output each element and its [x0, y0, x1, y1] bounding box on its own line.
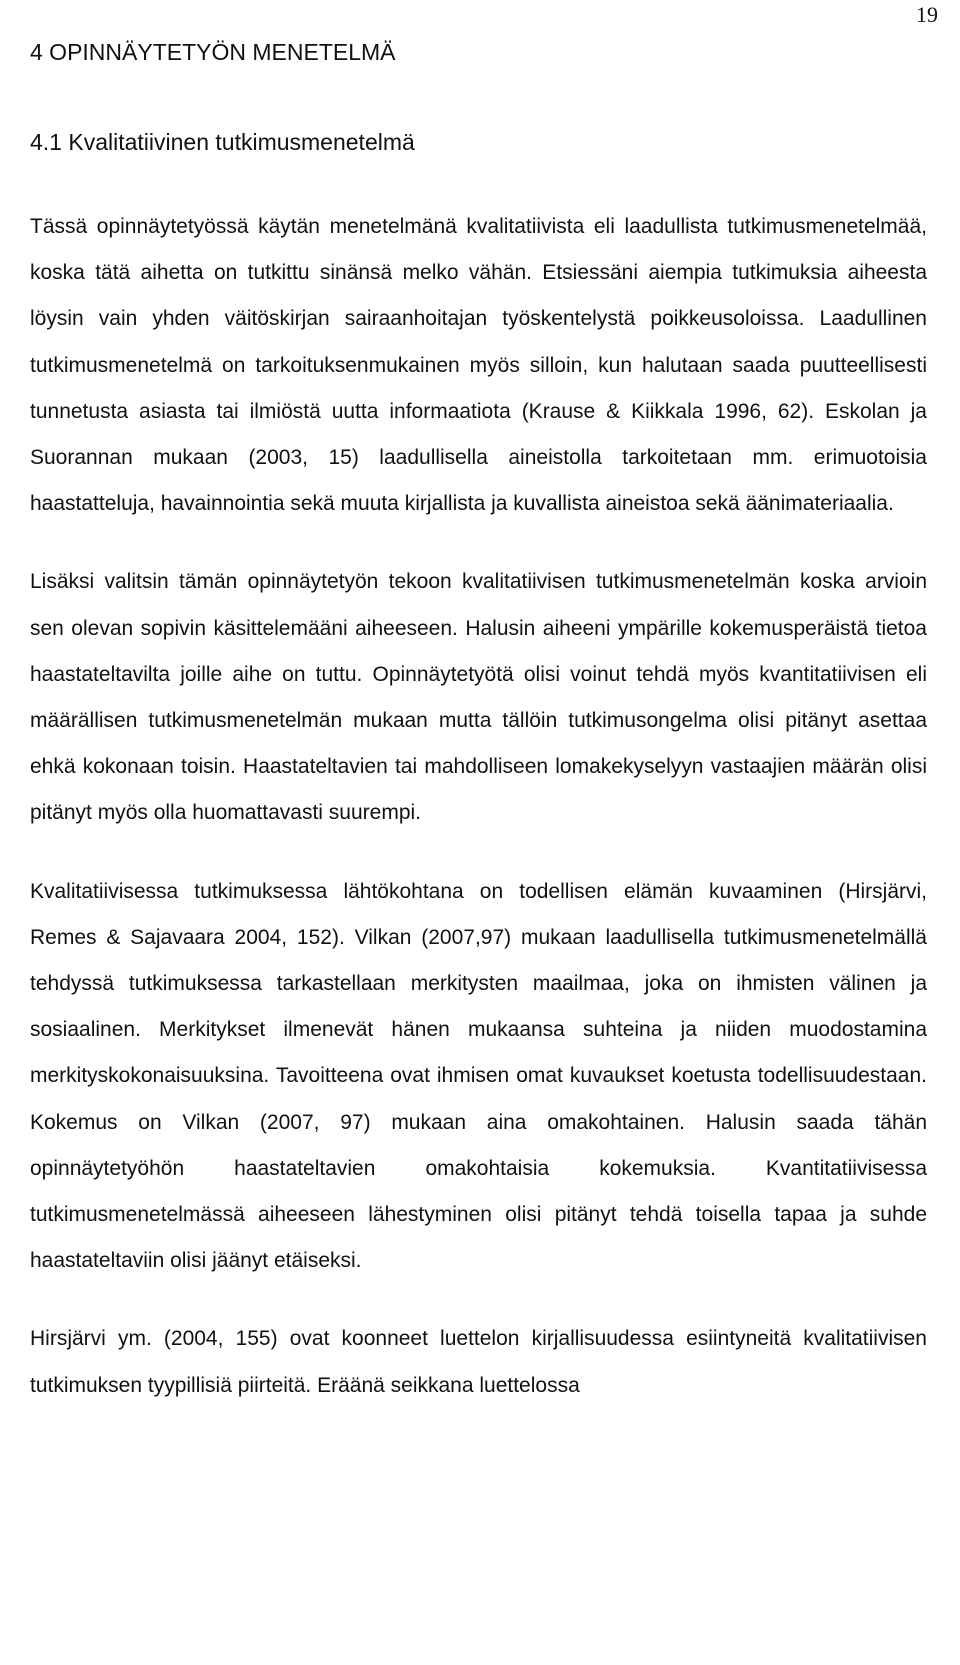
page-number: 19 — [916, 2, 938, 27]
paragraph: Kvalitatiivisessa tutkimuksessa lähtökohtana on todellisen elämän kuvaaminen (Hirsjärvi, Remes & Sajavaara 2004, 152). Vilkan (2007,97) mukaan laadullisella tutkimusmenetelmällä tehdyssä tutkimuksessa tarkastellaan merkitysten maailmaa, joka on ihmisten välinen ja sosiaalinen. Merkitykset ilmenevät hänen mukaansa suhteina ja niiden muodostamina merkityskokonaisuuksina. Tavoitteena ovat ihmisen omat kuvaukset koetusta todellisuudestaan. Kokemus on Vilkan (2007, 97) mukaan aina omakohtainen. Halusin saada tähän opinnäytetyöhön haastateltavien omakohtaisia kokemuksia. Kvantitatiivisessa tutkimusmenetelmässä aiheeseen lähestyminen olisi pitänyt tehdä toisella tapaa ja suhde haastateltaviin olisi jäänyt etäiseksi. — [30, 879, 927, 1273]
chapter-heading: 4 OPINNÄYTETYÖN MENETELMÄ — [30, 39, 396, 65]
paragraph: Hirsjärvi ym. (2004, 155) ovat koonneet luettelon kirjallisuudessa esiintyneitä kvalitatiivisen tutkimuksen tyypillisiä piirteitä. Eräänä seikkana luettelossa — [30, 1327, 927, 1397]
section-heading: 4.1 Kvalitatiivinen tutkimusmenetelmä — [30, 129, 415, 155]
paragraph: Tässä opinnäytetyössä käytän menetelmänä kvalitatiivista eli laadullista tutkimusmenetelmää, koska tätä aihetta on tutkittu sinänsä melko vähän. Etsiessäni aiempia tutkimuksia aiheesta löysin vain yhden väitöskirjan sairaanhoitajan työskentelystä poikkeusoloissa. Laadullinen tutkimusmenetelmä on tarkoituksenmukainen myös silloin, kun halutaan saada puutteellisesti tunnetusta asiasta tai ilmiöstä uutta informaatiota (Krause & Kiikkala 1996, 62). Eskolan ja Suorannan mukaan (2003, 15) laadullisella aineistolla tarkoitetaan mm. erimuotoisia haastatteluja, havainnointia sekä muuta kirjallista ja kuvallista aineistoa sekä äänimateriaalia. — [30, 215, 927, 516]
document-body — [30, 36, 927, 1409]
paragraph: Lisäksi valitsin tämän opinnäytetyön tekoon kvalitatiivisen tutkimusmenetelmän koska arvioin sen olevan sopivin käsittelemääni aiheeseen. Halusin aiheeni ympärille kokemusperäistä tietoa haastateltavilta joille aihe on tuttu. Opinnäytetyötä olisi voinut tehdä myös kvantitatiivisen eli määrällisen tutkimusmenetelmän mukaan mutta tällöin tutkimusongelma olisi pitänyt asettaa ehkä kokonaan toisin. Haastateltavien tai mahdolliseen lomakekyselyyn vastaajien määrän olisi pitänyt myös olla huomattavasti suurempi. — [30, 570, 927, 825]
